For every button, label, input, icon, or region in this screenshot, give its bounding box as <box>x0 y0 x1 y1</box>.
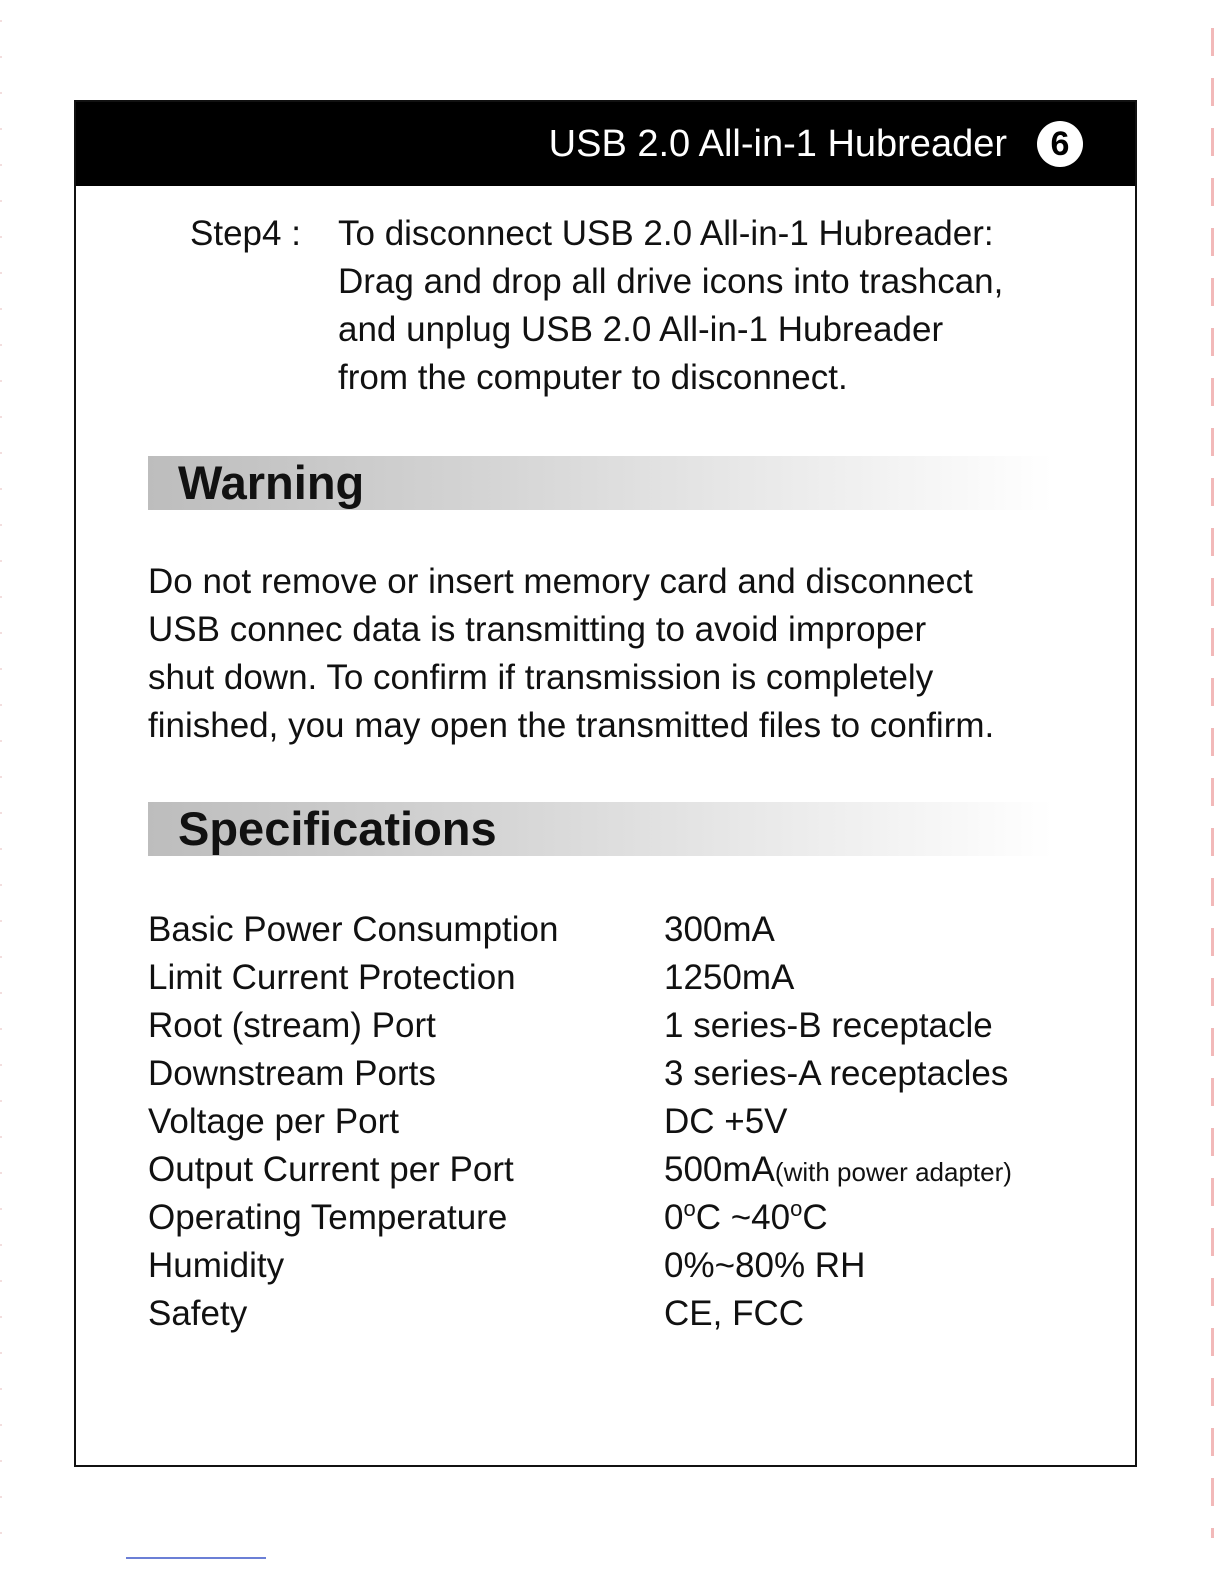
spec-value: 300mA <box>664 910 775 949</box>
spec-name: Humidity <box>148 1246 285 1285</box>
warning-text <box>148 558 1068 750</box>
spec-name: Downstream Ports <box>148 1054 436 1093</box>
spec-value: CE, FCC <box>664 1294 804 1333</box>
spec-row <box>148 954 1068 1002</box>
temp-min: 0 <box>664 1198 684 1237</box>
spec-row <box>148 906 1068 954</box>
page-number-badge: 6 <box>1037 121 1083 167</box>
warning-line: shut down. To confirm if transmission is completely <box>148 658 934 697</box>
spec-value: 1250mA <box>664 958 795 997</box>
manual-page <box>74 100 1137 1467</box>
spec-value-note: (with power adapter) <box>774 1157 1012 1187</box>
spec-value <box>664 1194 828 1242</box>
warning-line: USB connec data is transmitting to avoid improper <box>148 610 927 649</box>
specifications-heading: Specifications <box>178 802 497 855</box>
step-label: Step4 : <box>190 214 301 253</box>
temp-range: C ~40 <box>695 1198 791 1237</box>
warning-line: finished, you may open the transmitted files to confirm. <box>148 706 995 745</box>
spec-value: DC +5V <box>664 1102 788 1141</box>
spec-name: Voltage per Port <box>148 1102 399 1141</box>
specifications-table <box>148 906 1068 1338</box>
spec-row <box>148 1146 1068 1194</box>
page-header <box>76 102 1135 186</box>
step-line: Drag and drop all drive icons into trashcan, <box>338 262 1004 301</box>
temp-unit: C <box>802 1198 828 1237</box>
left-edge-marks <box>0 20 2 1560</box>
warning-section-header <box>148 456 1053 510</box>
warning-line: Do not remove or insert memory card and disconnect <box>148 562 973 601</box>
spec-row <box>148 1242 1068 1290</box>
spec-value: 3 series-A receptacles <box>664 1054 1009 1093</box>
specifications-section-header <box>148 802 1053 856</box>
step-line: from the computer to disconnect. <box>338 358 848 397</box>
spec-name: Basic Power Consumption <box>148 910 559 949</box>
spec-row <box>148 1290 1068 1338</box>
step-line: To disconnect USB 2.0 All-in-1 Hubreader: <box>338 214 994 253</box>
spec-row <box>148 1002 1068 1050</box>
warning-heading: Warning <box>178 456 365 509</box>
step-text <box>338 210 1118 402</box>
spec-name: Output Current per Port <box>148 1150 514 1189</box>
spec-value: 0%~80% RH <box>664 1246 866 1285</box>
footer-rule <box>126 1557 266 1559</box>
spec-row <box>148 1050 1068 1098</box>
step-line: and unplug USB 2.0 All-in-1 Hubreader <box>338 310 944 349</box>
spec-value-main: 500mA <box>664 1150 775 1189</box>
spec-row <box>148 1098 1068 1146</box>
spec-name: Safety <box>148 1294 248 1333</box>
right-edge-marks <box>1211 28 1214 1538</box>
spec-name: Operating Temperature <box>148 1198 508 1237</box>
degree-mark: o <box>790 1196 803 1221</box>
spec-value <box>664 1146 1012 1196</box>
spec-name: Limit Current Protection <box>148 958 516 997</box>
spec-name: Root (stream) Port <box>148 1006 436 1045</box>
spec-row <box>148 1194 1068 1242</box>
spec-value: 1 series-B receptacle <box>664 1006 993 1045</box>
degree-mark: o <box>683 1196 696 1221</box>
document-title: USB 2.0 All-in-1 Hubreader <box>548 123 1007 165</box>
